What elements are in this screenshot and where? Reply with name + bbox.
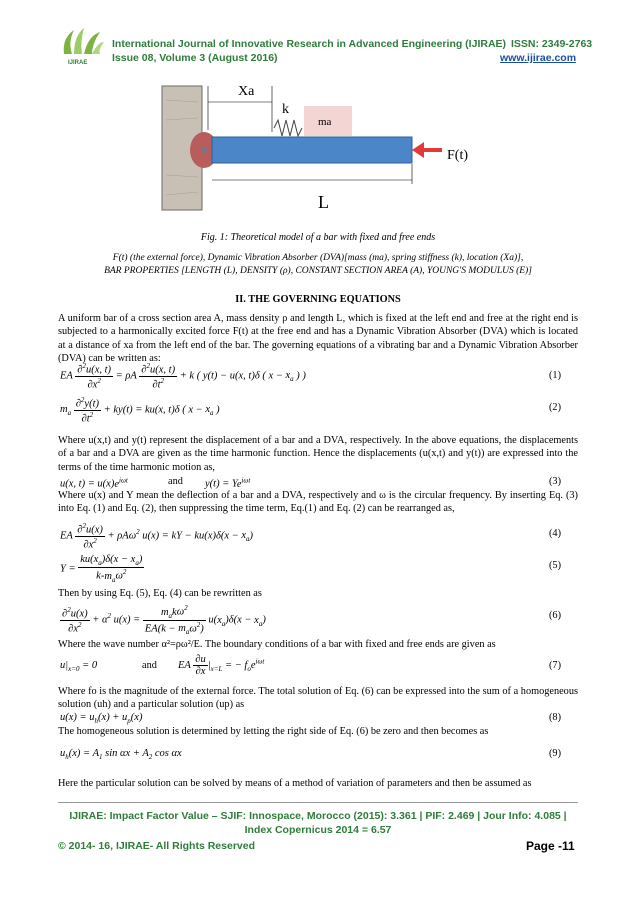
equation-7b: EA $\frac{\partial u}{\partial x}$ $|_{x=L}$ = − $f_oe^{i\omega t}$ xyxy=(178,654,265,677)
figure-legend-1: F(t) (the external force), Dynamic Vibration Absorber (DVA)[mass (ma), spring stiffness (k), location (Xa)], xyxy=(112,253,524,263)
equation-3b: $y(t) = Ye^{i\omega t}$ xyxy=(205,476,251,490)
equation-number-3: (3) xyxy=(549,476,562,487)
equation-9: $u_h(x) = A_1$ $\sin \alpha x + A_2$ cos αx xyxy=(60,748,182,762)
label-l: L xyxy=(318,192,329,212)
equation-number-9: (9) xyxy=(549,748,562,759)
label-k: k xyxy=(282,102,289,117)
issn: ISSN: 2349-2763 xyxy=(511,38,593,50)
website-link[interactable]: www.ijirae.com xyxy=(500,52,577,64)
equation-number-2: (2) xyxy=(549,402,562,413)
label-xa: Xa xyxy=(238,84,255,99)
equation-6: $\frac{\partial^2u(x)}{\partial x^2}$ + $\alpha^2$ u(x) = $\frac{m_ak\omega^2}{EA(k - m_a\omega^2)}$ $u(x_a)\delta(x - x_a)$ xyxy=(62,604,266,637)
logo-text: IJIRAE xyxy=(68,60,88,66)
equation-5: Y = $\frac{ku(x_a)\delta(x - x_a)}{k-m_a\omega^2}$ xyxy=(60,554,143,584)
section-heading: II. THE GOVERNING EQUATIONS xyxy=(235,294,401,305)
footer-copyright: © 2014- 16, IJIRAE- All Rights Reserved xyxy=(58,840,256,852)
paragraph-7: The homogeneous solution is determined by letting the right side of Eq. (6) be zero and then becomes as xyxy=(58,726,489,737)
equation-number-8: (8) xyxy=(549,712,562,723)
footer-divider xyxy=(58,802,578,803)
paragraph-3: Where u(x) and Y mean the deflection of a bar and a DVA, respectively and ω is the circular frequency. By inserting Eq. (3) into Eq. (1) and Eq. (2), then suppressing the time term, Eq.(1) and Eq. (2) can be rearranged as, xyxy=(58,490,578,515)
equation-2: $m_a$ $\frac{\partial^2y(t)}{\partial t^2}$ + ky(t) = ku(x, t)δ ( $x - x_a$ ) xyxy=(60,396,220,424)
figure-caption: Fig. 1: Theoretical model of a bar with fixed and free ends xyxy=(200,232,436,243)
equation-number-6: (6) xyxy=(549,610,562,621)
and-2: and xyxy=(142,660,157,671)
paragraph-8: Here the particular solution can be solved by means of a method of variation of parameters and then be assumed as xyxy=(58,778,532,789)
paragraph-4: Then by using Eq. (5), Eq. (4) can be rewritten as xyxy=(58,588,262,599)
footer-index-line: Index Copernicus 2014 = 6.57 xyxy=(244,824,392,836)
equation-7a: $u|_{x=0} = 0$ xyxy=(60,660,98,674)
equation-1: EA $\frac{\partial^2u(x, t)}{\partial x^2}$ = ρA $\frac{\partial^2u(x, t)}{\partial t^2}$ + k ( y(t) − u(x, t)δ ( $x - x_a$ ) ) xyxy=(60,362,306,390)
paragraph-2: Where u(x,t) and y(t) represent the displacement of a bar and a DVA, respectively. In the above equations, the displacements of a bar and a DVA are given as the time harmonic function. Hence the displacements (u(x,t) and y(t)) are expressed into the terms of the time harmonic motion as, xyxy=(58,435,578,473)
equation-3a: u(x, $t) = u(x)e^{i\omega t}$ xyxy=(60,476,128,490)
label-ft: F(t) xyxy=(447,148,468,163)
equation-number-5: (5) xyxy=(549,560,562,571)
equation-number-4: (4) xyxy=(549,528,562,539)
paragraph-1: A uniform bar of a cross section area A, mass density ρ and length L, which is fixed at the left end and free at the right end is subjected to a harmonically excited force F(t) at the free end and has a Dynamic Vibration Absorber (DVA) which is located at a distance of xa from the left end of the bar. The governing equations of a vibrating bar and a Dynamic Vibration Absorber (DVA) can be written as: xyxy=(58,313,578,365)
journal-title: International Journal of Innovative Research in Advanced Engineering (IJIRAE) xyxy=(112,38,507,50)
issue-info: Issue 08, Volume 3 (August 2016) xyxy=(112,52,278,64)
paragraph-5: Where the wave number α²=ρω²/E. The boundary conditions of a bar with fixed and free ends are given as xyxy=(58,639,496,650)
figure-legend-2: BAR PROPERTIES [LENGTH (L), DENSITY (ρ), CONSTANT SECTION AREA (A), YOUNG'S MODULUS (E)] xyxy=(104,266,532,276)
footer-impact-line: IJIRAE: Impact Factor Value – SJIF: Innospace, Morocco (2015): 3.361 | PIF: 2.469 | Jour Info: 4.085 | xyxy=(69,810,567,822)
equation-4: EA $\frac{\partial^2u(x)}{\partial x^2}$ + ρAω$^2$ u(x) = kY − $ku(x)\delta(x - x_a)$ xyxy=(60,522,254,550)
and-1: and xyxy=(168,476,183,487)
label-ma: ma xyxy=(318,116,332,128)
equation-number-7: (7) xyxy=(549,660,562,671)
equation-8: $u(x) = u_h(x) + u_p(x)$ xyxy=(60,712,143,726)
equation-number-1: (1) xyxy=(549,370,562,381)
paragraph-6: Where fo is the magnitude of the external force. The total solution of Eq. (6) can be expressed into the sum of a homogeneous solution (uh) and a particular solution (up) as xyxy=(58,686,578,711)
page-number: Page -11 xyxy=(526,839,575,853)
